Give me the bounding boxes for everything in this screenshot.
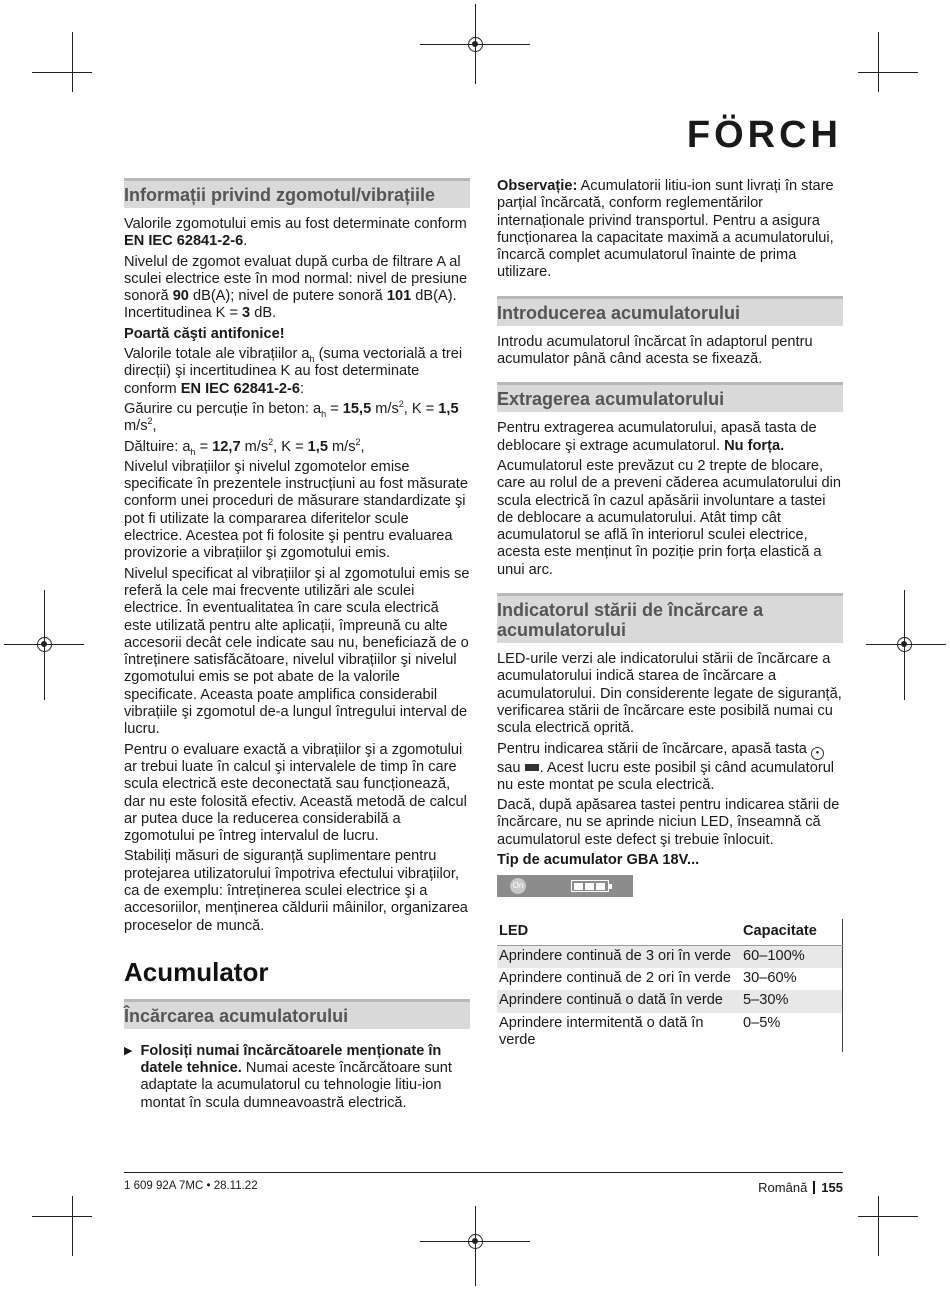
paragraph: Valorile totale ale vibrațiilor $a_h$ (suma vectorială a trei direcții) şi incertitudinea K au fost determinate conform EN IEC 62841-2-6:: [124, 346, 463, 397]
section-heading: [497, 593, 843, 643]
led-capacity-table: [497, 919, 843, 1052]
chapter-title: Acumulator: [124, 956, 269, 987]
brand-logo-text: FÖRCH: [686, 114, 842, 156]
triangle-bullet-icon: ▶: [124, 1044, 133, 1057]
left-column: [124, 178, 470, 1115]
led-cell: Aprindere continuă de 2 ori în verde: [499, 969, 732, 986]
crop-mark: [32, 72, 92, 73]
paragraph: Valorile zgomotului emis au fost determinate conform EN IEC 62841-2-6.: [124, 216, 467, 250]
warning-text: Poartă căşti antifonice!: [124, 325, 285, 342]
capacity-cell: 60–100%: [741, 945, 843, 968]
paragraph: Pentru indicarea stării de încărcare, apasă tasta ● sau . Acest lucru este posibil şi când acumulatorul nu este montat pe scula electrică.: [497, 740, 835, 793]
charge-indicator-heading: Indicatorul stării de încărcare a acumulatorului: [497, 600, 764, 641]
crop-mark: [878, 32, 879, 92]
right-column: [497, 178, 843, 1052]
crop-mark: [858, 72, 918, 73]
capacity-cell: 5–30%: [741, 990, 843, 1012]
charge-button-icon: ●: [811, 747, 824, 760]
bullet-text: Folosiți numai încărcătoarele menționate în datele tehnice. Numai aceste încărcătoare sunt adaptate la acumulatorul cu tehnologie litiu-ion montat în scula dumneavoastră electrică.: [140, 1042, 452, 1111]
registration-mark-icon: [468, 1234, 483, 1249]
registration-mark-icon: [897, 637, 912, 652]
separator: [813, 1181, 815, 1194]
paragraph: Pentru extragerea acumulatorului, apasă tasta de deblocare şi extrage acumulatorul. Nu forța.: [497, 420, 817, 454]
paragraph: Introdu acumulatorul încărcat în adaptorul pentru acumulator până când acesta se fixează.: [497, 333, 813, 368]
paragraph: Nivelul specificat al vibrațiilor şi al zgomotului emis se referă la cele mai frecvente utilizări ale sculei electrice. În eventualitatea în care scula electrică este utilizată pentru alte aplicații, împreună cu alte accesorii decât cele indicate sau nu, beneficiază de o întreținere satisfăcătoare, nivelul vibrațiilor şi nivelul zgomotului emis se pot abate de la valorile specificate. Aceasta poate amplifica considerabil vibrațiile şi zgomotul de-a lungul întregului interval de lucru.: [124, 565, 470, 738]
section-heading: [124, 178, 470, 208]
page-info: [758, 1180, 843, 1195]
vibration-value: Dăltuire: $a_h = 12,7$ $m/s^2$, K = 1,5 $m/s^2$,: [124, 436, 365, 457]
paragraph: Nivelul vibrațiilor şi nivelul zgomotelor emise specificate în prezentele instrucțiuni au fost măsurate conform unei proceduri de măsurare standardizate şi pot fi utilizate la compararea diferitelor scule electrice. Acestea pot fi folosite şi pentru evaluarea provizorie a vibrațiilor şi zgomotului emis.: [124, 458, 468, 562]
charging-heading: Încărcarea acumulatorului: [124, 1005, 349, 1026]
noise-vibration-heading: Informații privind zgomotul/vibrațiile: [124, 185, 436, 205]
insert-battery-heading: Introducerea acumulatorului: [497, 302, 741, 323]
led-cell: Aprindere continuă de 3 ori în verde: [497, 945, 741, 968]
registration-mark-icon: [468, 37, 483, 52]
column-header-led: LED: [497, 919, 741, 945]
note-paragraph: Observație: Acumulatorii litiu-ion sunt livrați în stare parțial încărcată, conform reglementărilor internaționale privind transportul. Pentru a asigura funcționarea la capacitate maximă a acumulatorului, încarcă complet acumulatorul înainte de prima utilizare.: [497, 178, 834, 281]
capacity-cell: 30–60%: [743, 969, 797, 986]
page-footer: [124, 1172, 843, 1195]
column-header-capacity: Capacitate: [741, 919, 843, 945]
document-code: 1 609 92A 7MC • 28.11.22: [124, 1180, 258, 1192]
language-label: Română: [758, 1180, 808, 1195]
crop-mark: [878, 1196, 879, 1256]
section-heading: [497, 382, 843, 412]
paragraph: Acumulatorul este prevăzut cu 2 trepte de blocare, care au rolul de a preveni căderea acumulatorului din scula electrică în cazul apăsării involuntare a tastei de deblocare a acumulatorului. Atât timp cât acumulatorul se află în interiorul sculei electrice, acesta este menținut în poziție prin forța elastică a unui arc.: [497, 457, 841, 578]
paragraph: Nivelul de zgomot evaluat după curba de filtrare A al sculei electrice este în mod normal: nivel de presiune sonoră 90 dB(A); nivel de putere sonoră 101 dB(A). Incertitudinea K = 3 dB.: [124, 253, 468, 322]
table-row: [497, 945, 843, 968]
battery-indicator-illustration: [497, 875, 633, 897]
table-row: [497, 990, 843, 1012]
list-item: [124, 1043, 470, 1112]
led-cell: Aprindere intermitentă o dată în verde: [499, 1014, 704, 1048]
crop-mark: [858, 1216, 918, 1217]
table-row: [497, 968, 843, 990]
on-button-icon: On: [510, 878, 526, 894]
vibration-value: Găurire cu percuție în beton: $a_h = 15,5$ $m/s^2$, K = 1,5 $m/s^2$,: [124, 399, 459, 435]
paragraph: Stabiliți măsuri de siguranță suplimentare pentru protejarea utilizatorului împotriva efectului vibrațiilor, ca de exemplu: întreținerea sculei electrice şi a accesoriilor, menținerea căldurii mâinilor, organizarea proceselor de muncă.: [124, 848, 468, 934]
led-cell: Aprindere continuă o dată în verde: [497, 990, 741, 1012]
brand-logo: [628, 112, 842, 158]
table-row: [497, 1013, 843, 1053]
crop-mark: [72, 1196, 73, 1256]
paragraph: Pentru o evaluare exactă a vibrațiilor şi a zgomotului ar trebui luate în calcul şi intervalele de timp în care scula electrică este deconectată sau funcționează, dar nu este folosită efectiv. Această metodă de calcul ar putea duce la reducerea considerabilă a zgomotului pe întreg intervalul de lucru.: [124, 741, 467, 845]
paragraph: Dacă, după apăsarea tastei pentru indicarea stării de încărcare, nu se aprinde niciun LED, înseamnă că acumulatorul este defect şi trebuie înlocuit.: [497, 797, 840, 848]
table-header-row: [497, 919, 843, 945]
section-heading: [497, 296, 843, 326]
battery-tip: [609, 884, 612, 889]
battery-icon: [525, 764, 539, 771]
battery-type-label: Tip de acumulator GBA 18V...: [497, 852, 700, 869]
registration-mark-icon: [37, 637, 52, 652]
paragraph: LED-urile verzi ale indicatorului stării de încărcare a acumulatorului indică starea de încărcare a acumulatorului. Din considerente legate de siguranță, verificarea stării de încărcare este posibilă numai cu scula electrică oprită.: [497, 651, 842, 737]
remove-battery-heading: Extragerea acumulatorului: [497, 389, 725, 410]
page-number: 155: [821, 1180, 843, 1195]
section-heading: [124, 999, 470, 1029]
crop-mark: [32, 1216, 92, 1217]
battery-level-icon: [571, 880, 609, 892]
crop-mark: [72, 32, 73, 92]
capacity-cell: 0–5%: [743, 1014, 781, 1031]
